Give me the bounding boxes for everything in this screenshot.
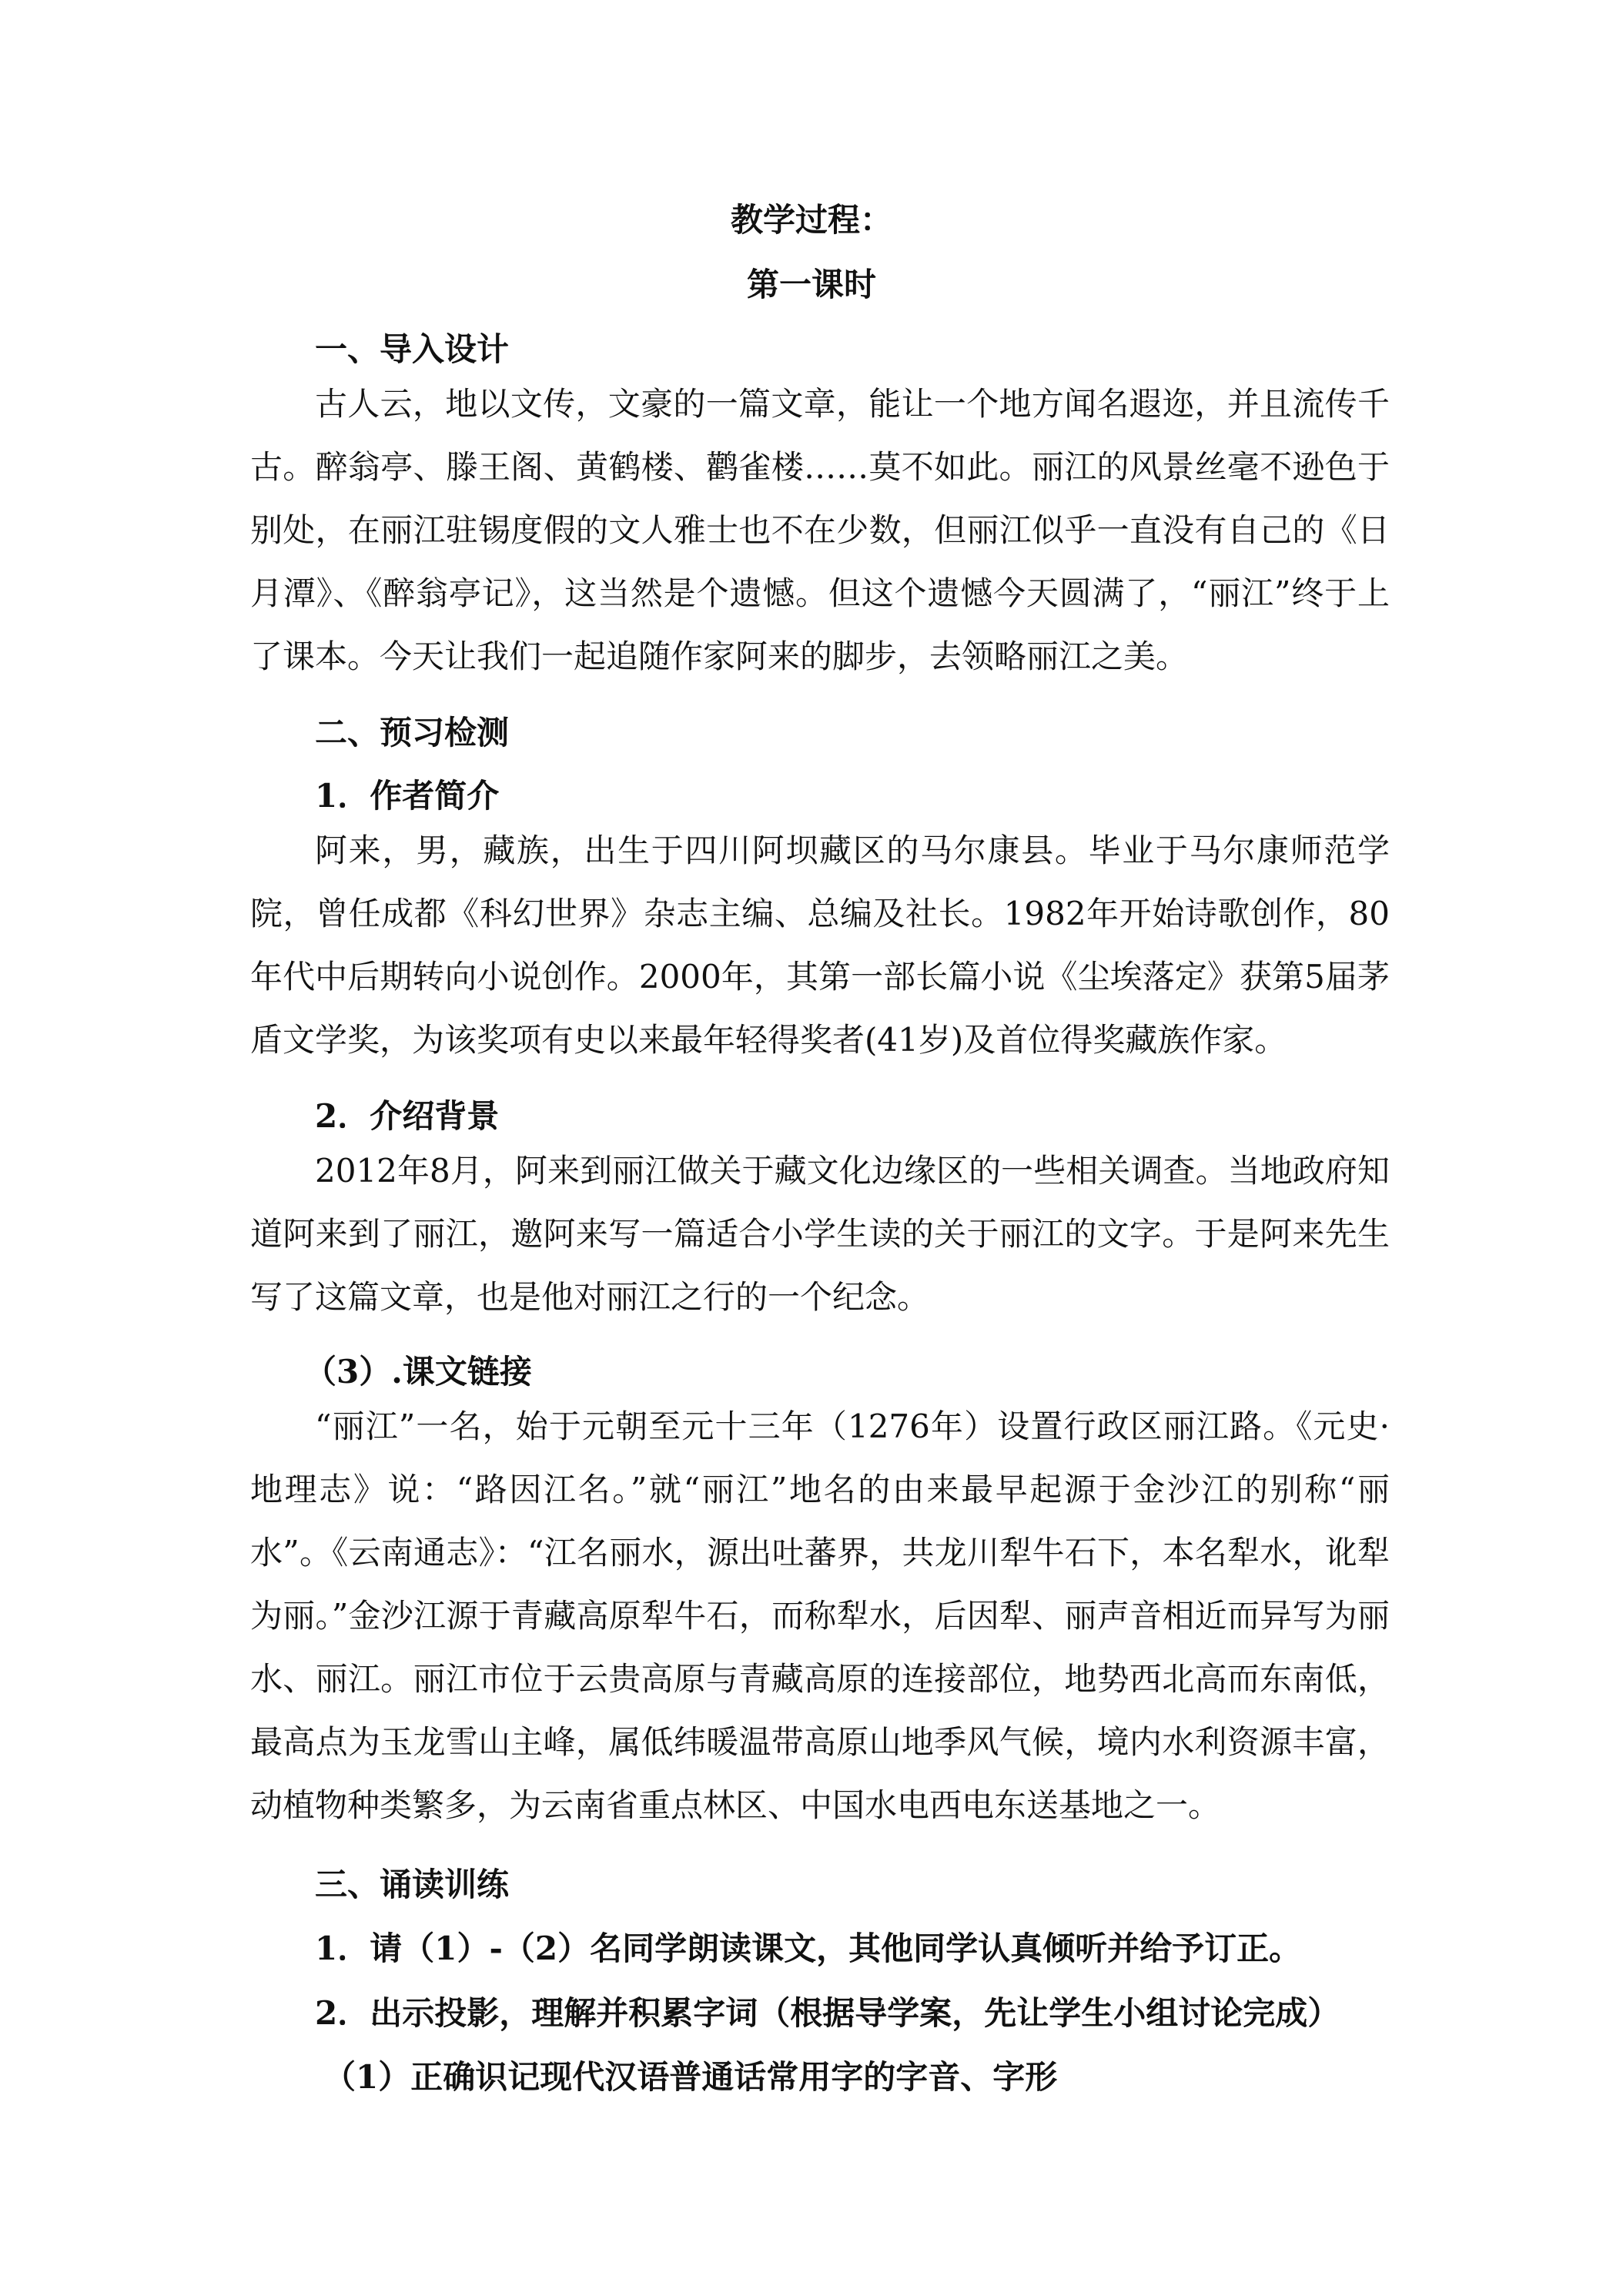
paragraph-author: 阿来，男，藏族，出生于四川阿坝藏区的马尔康县。毕业于马尔康师范学院，曾任成都《科幻世界》杂志主编、总编及社长。1982年开始诗歌创作，80年代中后期转向小说创作。2000年，其第一部长篇小说《尘埃落定》获第5届茅盾文学奖，为该奖项有史以来最年轻得奖者(41岁)及首位得奖藏族作家。 [250, 832, 1390, 1059]
page-title: 教学过程： [730, 201, 892, 239]
subheading-background: 2．介绍背景 [315, 1097, 500, 1135]
reading-item-1: 1．请（1）-（2）名同学朗读课文，其他同学认真倾听并给予订正。 [315, 1930, 1302, 1967]
paragraph-intro: 古人云，地以文传，文豪的一篇文章，能让一个地方闻名遐迩，并且流传千古。醉翁亭、滕王阁、黄鹤楼、鹳雀楼……莫不如此。丽江的风景丝毫不逊色于别处，在丽江驻锡度假的文人雅士也不在少数，但丽江似乎一直没有自己的《日月潭》、《醉翁亭记》，这当然是个遗憾。但这个遗憾今天圆满了，“丽江”终于上了课本。今天让我们一起追随作家阿来的脚步，去领略丽江之美。 [250, 385, 1390, 675]
reading-item-3: （1）正确识记现代汉语普通话常用字的字音、字形 [323, 2058, 1058, 2096]
reading-item-2: 2．出示投影，理解并积累字词（根据导学案，先让学生小组讨论完成） [315, 1994, 1340, 2032]
section-heading-preview: 二、预习检测 [315, 714, 510, 751]
subheading-text-link: （3）.课文链接 [304, 1353, 532, 1391]
section-heading-reading: 三、诵读训练 [315, 1866, 510, 1903]
paragraph-background: 2012年8月，阿来到丽江做关于藏文化边缘区的一些相关调查。当地政府知道阿来到了丽江，邀阿来写一篇适合小学生读的关于丽江的文字。于是阿来先生写了这篇文章，也是他对丽江之行的一个纪念。 [250, 1152, 1390, 1316]
subheading-author: 1．作者简介 [315, 777, 500, 815]
paragraph-text-link: “丽江”一名，始于元朝至元十三年（1276年）设置行政区丽江路。《元史·地理志》说：“路因江名。”就“丽江”地名的由来最早起源于金沙江的别称“丽水”。《云南通志》：“江名丽水，源出吐蕃界，共龙川犁牛石下，本名犁水，讹犁为丽。”金沙江源于青藏高原犁牛石，而称犁水，后因犁、丽声音相近而异写为丽水、丽江。丽江市位于云贵高原与青藏高原的连接部位，地势西北高而东南低，最高点为玉龙雪山主峰，属低纬暖温带高原山地季风气候，境内水利资源丰富，动植物种类繁多，为云南省重点林区、中国水电西电东送基地之一。 [250, 1407, 1390, 1824]
section-heading-intro: 一、导入设计 [315, 330, 510, 368]
lesson-subtitle: 第一课时 [746, 266, 876, 303]
